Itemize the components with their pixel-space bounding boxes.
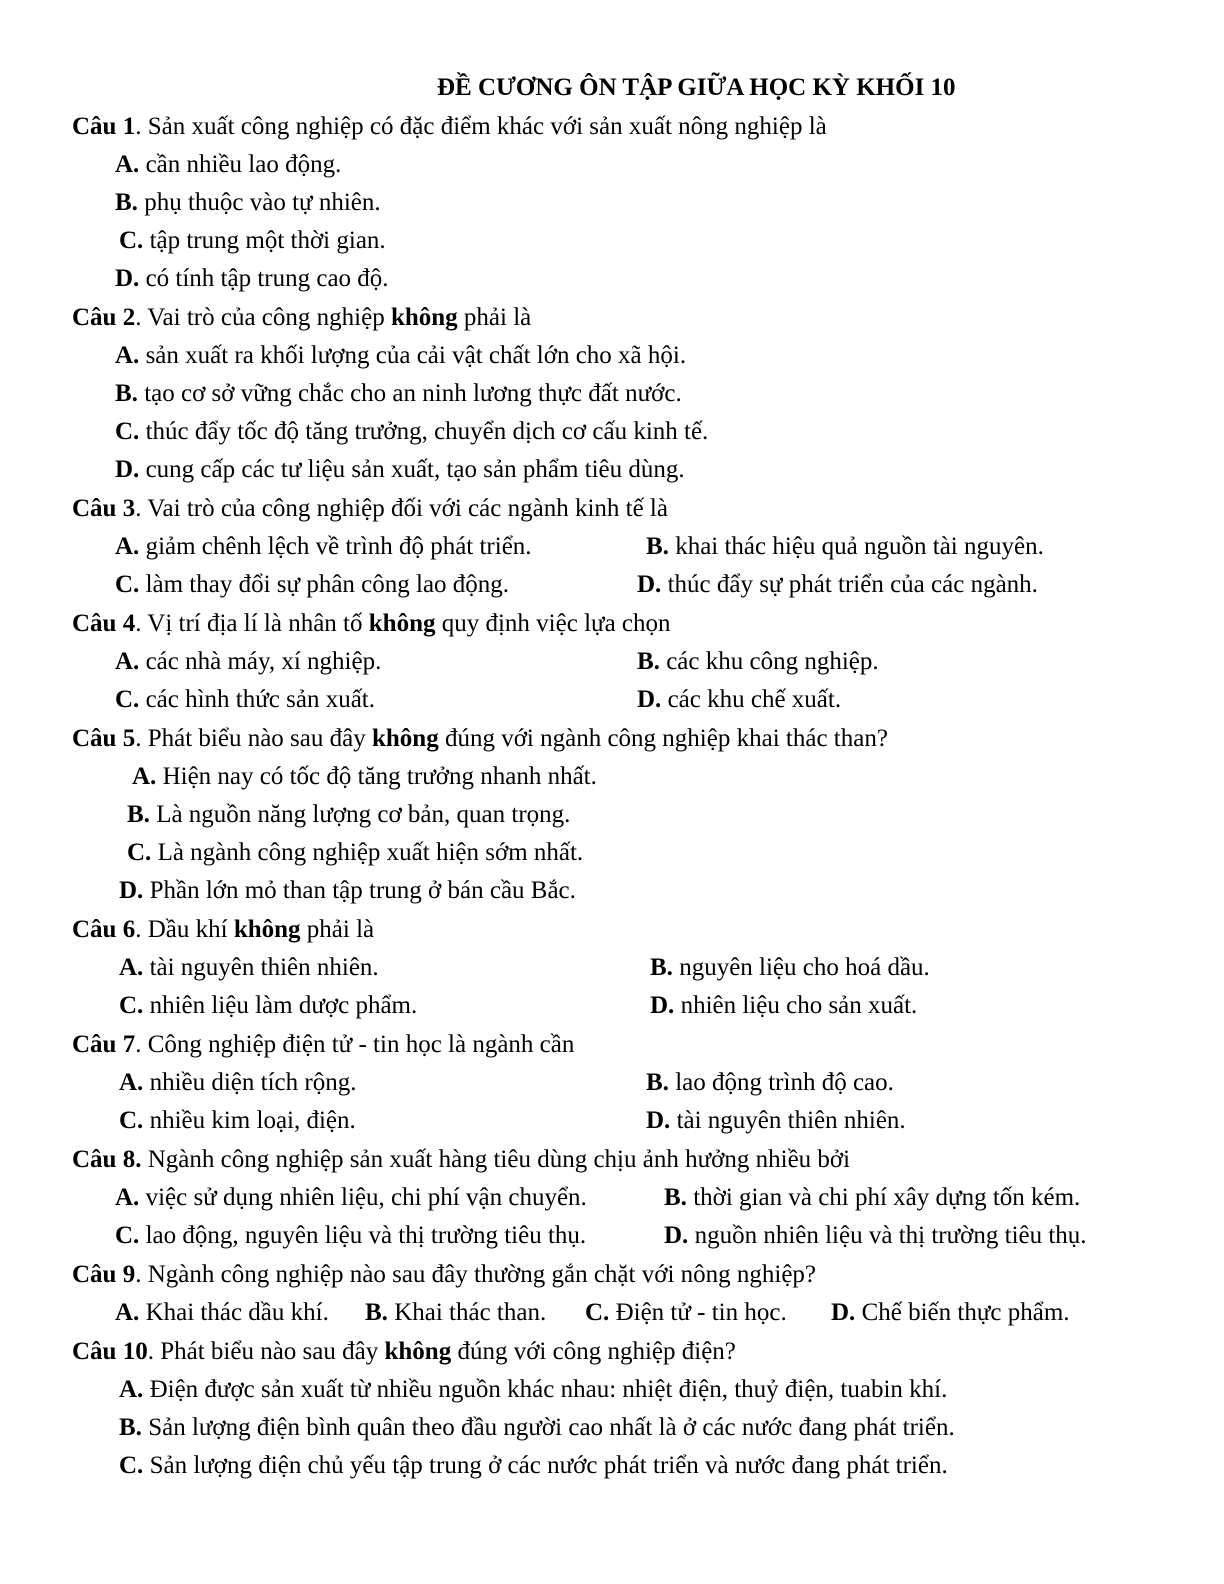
question-label: Câu 8. bbox=[72, 1146, 142, 1173]
option-text: tạo cơ sở vững chắc cho an ninh lương thực đất nước. bbox=[137, 380, 682, 407]
option-letter: C. bbox=[119, 227, 144, 254]
option-text: Là ngành công nghiệp xuất hiện sớm nhất. bbox=[151, 839, 584, 866]
question-text-post: đúng với công nghiệp điện? bbox=[451, 1338, 736, 1365]
question-text-pre: . Phát biểu nào sau đây bbox=[147, 1338, 385, 1365]
option-text: phụ thuộc vào tự nhiên. bbox=[137, 189, 381, 216]
page-title: ĐỀ CƯƠNG ÔN TẬP GIỮA HỌC KỲ KHỐI 10 bbox=[437, 74, 956, 101]
option-text: tài nguyên thiên nhiên. bbox=[143, 954, 379, 981]
option-letter: D. bbox=[119, 877, 144, 904]
option-text: Điện tử - tin học. bbox=[609, 1299, 787, 1326]
option-text: sản xuất ra khối lượng của cải vật chất lớn cho xã hội. bbox=[139, 342, 687, 369]
question-text-pre: . Dầu khí bbox=[135, 916, 234, 943]
option-text: nhiên liệu làm dược phẩm. bbox=[143, 992, 418, 1019]
option-letter: B. bbox=[637, 648, 660, 675]
option-text: Chế biến thực phẩm. bbox=[855, 1299, 1070, 1326]
option-letter: A. bbox=[119, 1376, 144, 1403]
q7-option-c bbox=[119, 1106, 356, 1136]
q5-option-c bbox=[127, 838, 583, 868]
option-letter: C. bbox=[115, 1222, 140, 1249]
q9-option-d bbox=[831, 1298, 1070, 1328]
option-text: Sản lượng điện chủ yếu tập trung ở các nước phát triển và nước đang phát triển. bbox=[143, 1452, 948, 1479]
q1-option-c bbox=[119, 226, 386, 256]
q6-option-d bbox=[650, 991, 917, 1021]
question-emphasis: không bbox=[390, 304, 458, 331]
question-label: Câu 7 bbox=[72, 1031, 136, 1058]
q9-option-a bbox=[115, 1298, 329, 1328]
option-text: các nhà máy, xí nghiệp. bbox=[139, 648, 382, 675]
question-text: . Ngành công nghiệp nào sau đây thường gắn chặt với nông nghiệp? bbox=[135, 1261, 817, 1288]
q1-option-a bbox=[115, 150, 341, 180]
option-letter: B. bbox=[646, 533, 669, 560]
q7-option-a bbox=[119, 1068, 356, 1098]
q2-option-d bbox=[115, 455, 685, 485]
option-letter: B. bbox=[119, 1414, 142, 1441]
option-text: làm thay đổi sự phân công lao động. bbox=[139, 571, 510, 598]
question-label: Câu 5 bbox=[72, 725, 136, 752]
q3-option-a bbox=[115, 532, 532, 562]
option-letter: D. bbox=[637, 571, 662, 598]
option-letter: D. bbox=[650, 992, 675, 1019]
option-text: nhiều diện tích rộng. bbox=[143, 1069, 357, 1096]
option-text: thời gian và chi phí xây dựng tốn kém. bbox=[686, 1184, 1081, 1211]
question-text-post: đúng với ngành công nghiệp khai thác than? bbox=[438, 725, 888, 752]
option-text: thúc đẩy tốc độ tăng trưởng, chuyển dịch cơ cấu kinh tế. bbox=[139, 418, 709, 445]
option-letter: A. bbox=[115, 533, 140, 560]
question-emphasis: không bbox=[371, 725, 439, 752]
question-6 bbox=[72, 915, 374, 945]
option-letter: C. bbox=[115, 418, 140, 445]
option-text: thúc đẩy sự phát triển của các ngành. bbox=[661, 571, 1038, 598]
option-text: Điện được sản xuất từ nhiều nguồn khác nhau: nhiệt điện, thuỷ điện, tuabin khí. bbox=[143, 1376, 948, 1403]
option-letter: B. bbox=[365, 1299, 388, 1326]
option-letter: C. bbox=[585, 1299, 610, 1326]
question-emphasis: không bbox=[233, 916, 301, 943]
option-letter: D. bbox=[664, 1222, 689, 1249]
question-text-post: quy định việc lựa chọn bbox=[435, 610, 671, 637]
q4-option-a bbox=[115, 647, 381, 677]
option-letter: B. bbox=[115, 189, 138, 216]
option-text: có tính tập trung cao độ. bbox=[139, 265, 389, 292]
option-text: giảm chênh lệch về trình độ phát triển. bbox=[139, 533, 532, 560]
option-text: tài nguyên thiên nhiên. bbox=[670, 1107, 906, 1134]
q8-option-b bbox=[664, 1183, 1080, 1213]
option-letter: A. bbox=[119, 954, 144, 981]
q7-option-d bbox=[646, 1106, 906, 1136]
question-text-pre: . Phát biểu nào sau đây bbox=[135, 725, 372, 752]
q5-option-b bbox=[127, 800, 570, 830]
option-letter: A. bbox=[132, 763, 157, 790]
question-text: . Công nghiệp điện tử - tin học là ngành cần bbox=[135, 1031, 575, 1058]
q6-option-a bbox=[119, 953, 379, 983]
q2-option-a bbox=[115, 341, 686, 371]
option-letter: A. bbox=[115, 151, 140, 178]
option-text: các khu công nghiệp. bbox=[659, 648, 879, 675]
q7-option-b bbox=[646, 1068, 894, 1098]
q6-option-b bbox=[650, 953, 930, 983]
question-text: Ngành công nghiệp sản xuất hàng tiêu dùng chịu ảnh hưởng nhiều bởi bbox=[141, 1146, 851, 1173]
q2-option-c bbox=[115, 417, 708, 447]
q8-option-d bbox=[664, 1221, 1087, 1251]
option-text: Sản lượng điện bình quân theo đầu người cao nhất là ở các nước đang phát triển. bbox=[141, 1414, 955, 1441]
question-1 bbox=[72, 112, 827, 142]
option-letter: D. bbox=[637, 686, 662, 713]
option-text: Phần lớn mỏ than tập trung ở bán cầu Bắc. bbox=[143, 877, 576, 904]
option-letter: D. bbox=[831, 1299, 856, 1326]
option-letter: A. bbox=[115, 1184, 140, 1211]
question-emphasis: không bbox=[384, 1338, 452, 1365]
question-2 bbox=[72, 303, 531, 333]
option-letter: B. bbox=[646, 1069, 669, 1096]
option-text: nguyên liệu cho hoá dầu. bbox=[672, 954, 930, 981]
question-text-post: phải là bbox=[457, 304, 532, 331]
question-text-post: phải là bbox=[300, 916, 375, 943]
option-letter: A. bbox=[119, 1069, 144, 1096]
question-label: Câu 4 bbox=[72, 610, 136, 637]
option-letter: B. bbox=[115, 380, 138, 407]
question-label: Câu 9 bbox=[72, 1261, 136, 1288]
option-text: nhiên liệu cho sản xuất. bbox=[674, 992, 918, 1019]
option-text: nguồn nhiên liệu và thị trường tiêu thụ. bbox=[688, 1222, 1087, 1249]
option-text: lao động, nguyên liệu và thị trường tiêu thụ. bbox=[139, 1222, 587, 1249]
option-text: các hình thức sản xuất. bbox=[139, 686, 376, 713]
question-8 bbox=[72, 1145, 850, 1175]
question-text: . Sản xuất công nghiệp có đặc điểm khác với sản xuất nông nghiệp là bbox=[135, 113, 827, 140]
question-emphasis: không bbox=[368, 610, 436, 637]
option-text: Khai thác dầu khí. bbox=[139, 1299, 329, 1326]
q4-option-c bbox=[115, 685, 375, 715]
option-text: cần nhiều lao động. bbox=[139, 151, 342, 178]
question-3 bbox=[72, 494, 668, 524]
option-letter: C. bbox=[119, 992, 144, 1019]
question-label: Câu 1 bbox=[72, 113, 136, 140]
question-10 bbox=[72, 1337, 736, 1367]
question-text-pre: . Vai trò của công nghiệp bbox=[135, 304, 391, 331]
option-text: tập trung một thời gian. bbox=[143, 227, 386, 254]
question-7 bbox=[72, 1030, 574, 1060]
q4-option-b bbox=[637, 647, 879, 677]
option-letter: A. bbox=[115, 648, 140, 675]
q1-option-b bbox=[115, 188, 381, 218]
option-letter: C. bbox=[127, 839, 152, 866]
q5-option-d bbox=[119, 876, 576, 906]
q10-option-b bbox=[119, 1413, 955, 1443]
option-letter: C. bbox=[119, 1107, 144, 1134]
option-letter: A. bbox=[115, 342, 140, 369]
option-letter: D. bbox=[646, 1107, 671, 1134]
option-text: Khai thác than. bbox=[387, 1299, 547, 1326]
question-9 bbox=[72, 1260, 816, 1290]
option-text: các khu chế xuất. bbox=[661, 686, 842, 713]
option-letter: C. bbox=[119, 1452, 144, 1479]
q4-option-d bbox=[637, 685, 841, 715]
q9-option-c bbox=[585, 1298, 787, 1328]
question-label: Câu 10 bbox=[72, 1338, 148, 1365]
option-text: việc sử dụng nhiên liệu, chi phí vận chuyển. bbox=[139, 1184, 587, 1211]
q9-option-b bbox=[365, 1298, 546, 1328]
q5-option-a bbox=[132, 762, 597, 792]
option-letter: C. bbox=[115, 686, 140, 713]
option-text: lao động trình độ cao. bbox=[668, 1069, 894, 1096]
q6-option-c bbox=[119, 991, 417, 1021]
option-letter: D. bbox=[115, 265, 140, 292]
option-letter: D. bbox=[115, 456, 140, 483]
q3-option-b bbox=[646, 532, 1044, 562]
q3-option-d bbox=[637, 570, 1038, 600]
q2-option-b bbox=[115, 379, 682, 409]
option-text: Là nguồn năng lượng cơ bản, quan trọng. bbox=[149, 801, 571, 828]
option-letter: B. bbox=[650, 954, 673, 981]
question-4 bbox=[72, 609, 671, 639]
option-text: nhiều kim loại, điện. bbox=[143, 1107, 356, 1134]
question-text: . Vai trò của công nghiệp đối với các ngành kinh tế là bbox=[135, 495, 668, 522]
q1-option-d bbox=[115, 264, 389, 294]
option-text: khai thác hiệu quả nguồn tài nguyên. bbox=[668, 533, 1044, 560]
q3-option-c bbox=[115, 570, 509, 600]
q8-option-a bbox=[115, 1183, 587, 1213]
option-letter: B. bbox=[664, 1184, 687, 1211]
option-text: cung cấp các tư liệu sản xuất, tạo sản phẩm tiêu dùng. bbox=[139, 456, 685, 483]
question-label: Câu 3 bbox=[72, 495, 136, 522]
q8-option-c bbox=[115, 1221, 586, 1251]
q10-option-c bbox=[119, 1451, 948, 1481]
question-text-pre: . Vị trí địa lí là nhân tố bbox=[135, 610, 369, 637]
question-label: Câu 2 bbox=[72, 304, 136, 331]
option-text: Hiện nay có tốc độ tăng trưởng nhanh nhất. bbox=[156, 763, 597, 790]
question-5 bbox=[72, 724, 888, 754]
option-letter: B. bbox=[127, 801, 150, 828]
question-label: Câu 6 bbox=[72, 916, 136, 943]
q10-option-a bbox=[119, 1375, 947, 1405]
option-letter: C. bbox=[115, 571, 140, 598]
option-letter: A. bbox=[115, 1299, 140, 1326]
